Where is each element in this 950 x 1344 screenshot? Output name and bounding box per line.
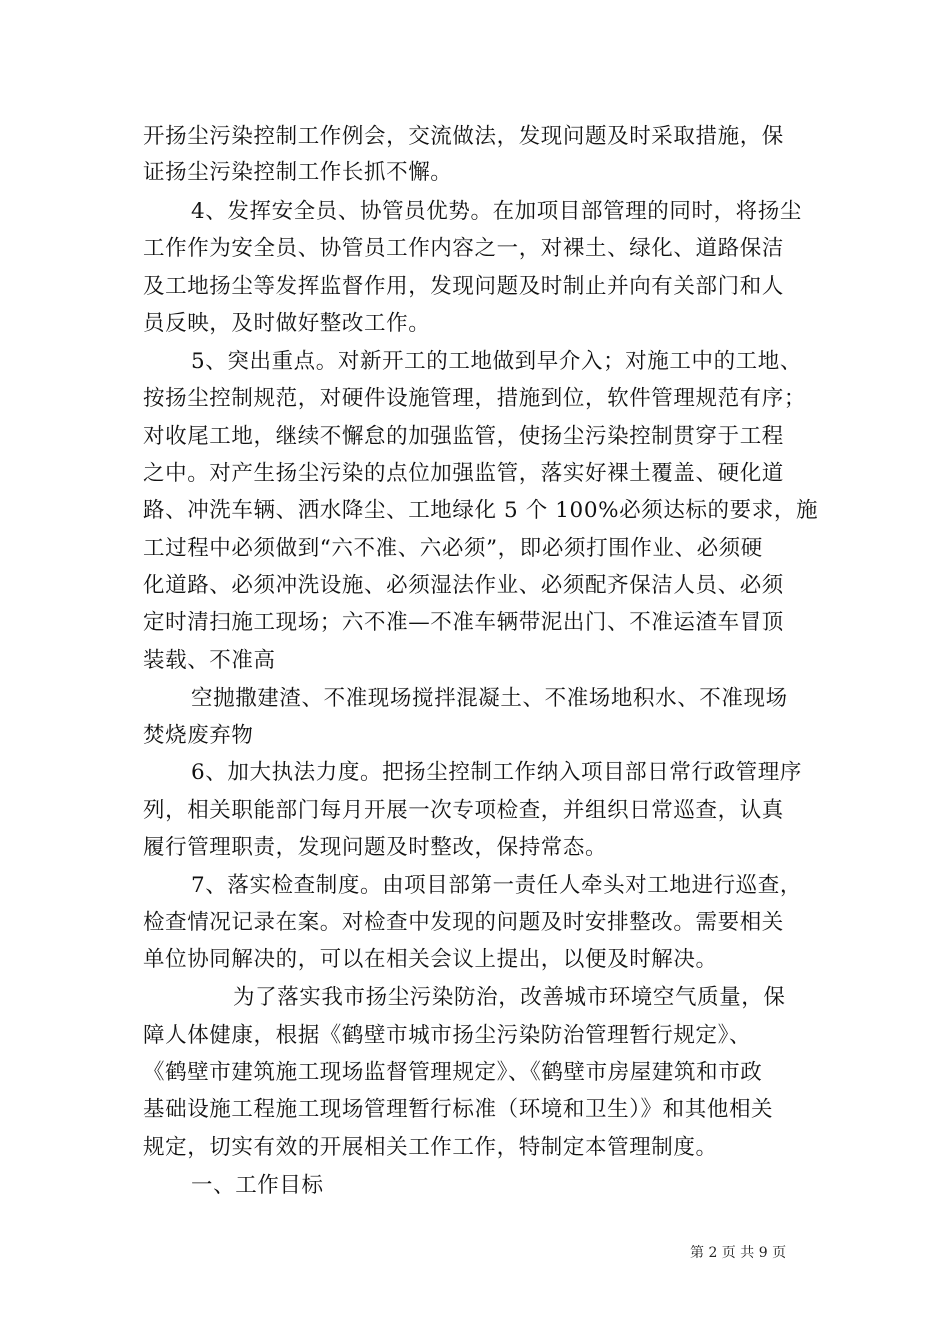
body-line: 之中。对产生扬尘污染的点位加强监管，落实好裸土覆盖、硬化道: [143, 461, 784, 486]
body-line: 单位协同解决的，可以在相关会议上提出，以便及时解决。: [143, 947, 718, 972]
body-line: 《鹤壁市建筑施工现场监督管理规定》、《鹤壁市房屋建筑和市政: [143, 1060, 763, 1085]
body-line: 列，相关职能部门每月开展一次专项检查，并组织日常巡查，认真: [143, 798, 784, 823]
body-line: 为了落实我市扬尘污染防治，改善城市环境空气质量，保: [233, 985, 786, 1010]
body-line: 空抛撒建渣、不准现场搅拌混凝土、不准场地积水、不准现场: [191, 686, 788, 711]
body-line: 6、加大执法力度。把扬尘控制工作纳入项目部日常行政管理序: [191, 760, 802, 785]
body-line: 检查情况记录在案。对检查中发现的问题及时安排整改。需要相关: [143, 910, 784, 935]
body-line: 障人体健康，根据《鹤壁市城市扬尘污染防治管理暂行规定》、: [143, 1023, 752, 1048]
body-line: 装载、不准高: [143, 648, 276, 673]
body-line: 5、突出重点。对新开工的工地做到早介入；对施工中的工地、: [191, 349, 802, 374]
body-line: 定时清扫施工现场；六不准—不准车辆带泥出门、不准运渣车冒顶: [143, 610, 784, 635]
body-line: 按扬尘控制规范，对硬件设施管理，措施到位，软件管理规范有序；: [143, 386, 807, 411]
body-line: 4、发挥安全员、协管员优势。在加项目部管理的同时，将扬尘: [191, 199, 802, 224]
body-line: 化道路、必须冲洗设施、必须湿法作业、必须配齐保洁人员、必须: [143, 573, 784, 598]
section-heading: 一、工作目标: [191, 1173, 324, 1198]
body-line: 员反映，及时做好整改工作。: [143, 311, 431, 336]
page-number: 第 2 页 共 9 页: [690, 1245, 787, 1261]
body-line: 开扬尘污染控制工作例会，交流做法，发现问题及时采取措施，保: [143, 124, 784, 149]
body-line: 工作作为安全员、协管员工作内容之一，对裸土、绿化、道路保洁: [143, 236, 784, 261]
body-line: 7、落实检查制度。由项目部第一责任人牵头对工地进行巡查，: [191, 873, 802, 898]
body-line: 规定，切实有效的开展相关工作工作，特制定本管理制度。: [143, 1135, 718, 1160]
body-line: 及工地扬尘等发挥监督作用，发现问题及时制止并向有关部门和人: [143, 274, 784, 299]
body-line: 焚烧废弃物: [143, 723, 254, 748]
body-line: 工过程中必须做到“六不准、六必须”，即必须打围作业、必须硬: [143, 536, 763, 561]
body-line: 基础设施工程施工现场管理暂行标准（环境和卫生）》和其他相关: [143, 1097, 774, 1122]
body-line: 履行管理职责，发现问题及时整改，保持常态。: [143, 835, 608, 860]
body-line: 路、冲洗车辆、洒水降尘、工地绿化 5 个 100%必须达标的要求，施: [143, 498, 819, 523]
body-line: 证扬尘污染控制工作长抓不懈。: [143, 160, 453, 185]
body-line: 对收尾工地，继续不懈怠的加强监管，使扬尘污染控制贯穿于工程: [143, 424, 784, 449]
